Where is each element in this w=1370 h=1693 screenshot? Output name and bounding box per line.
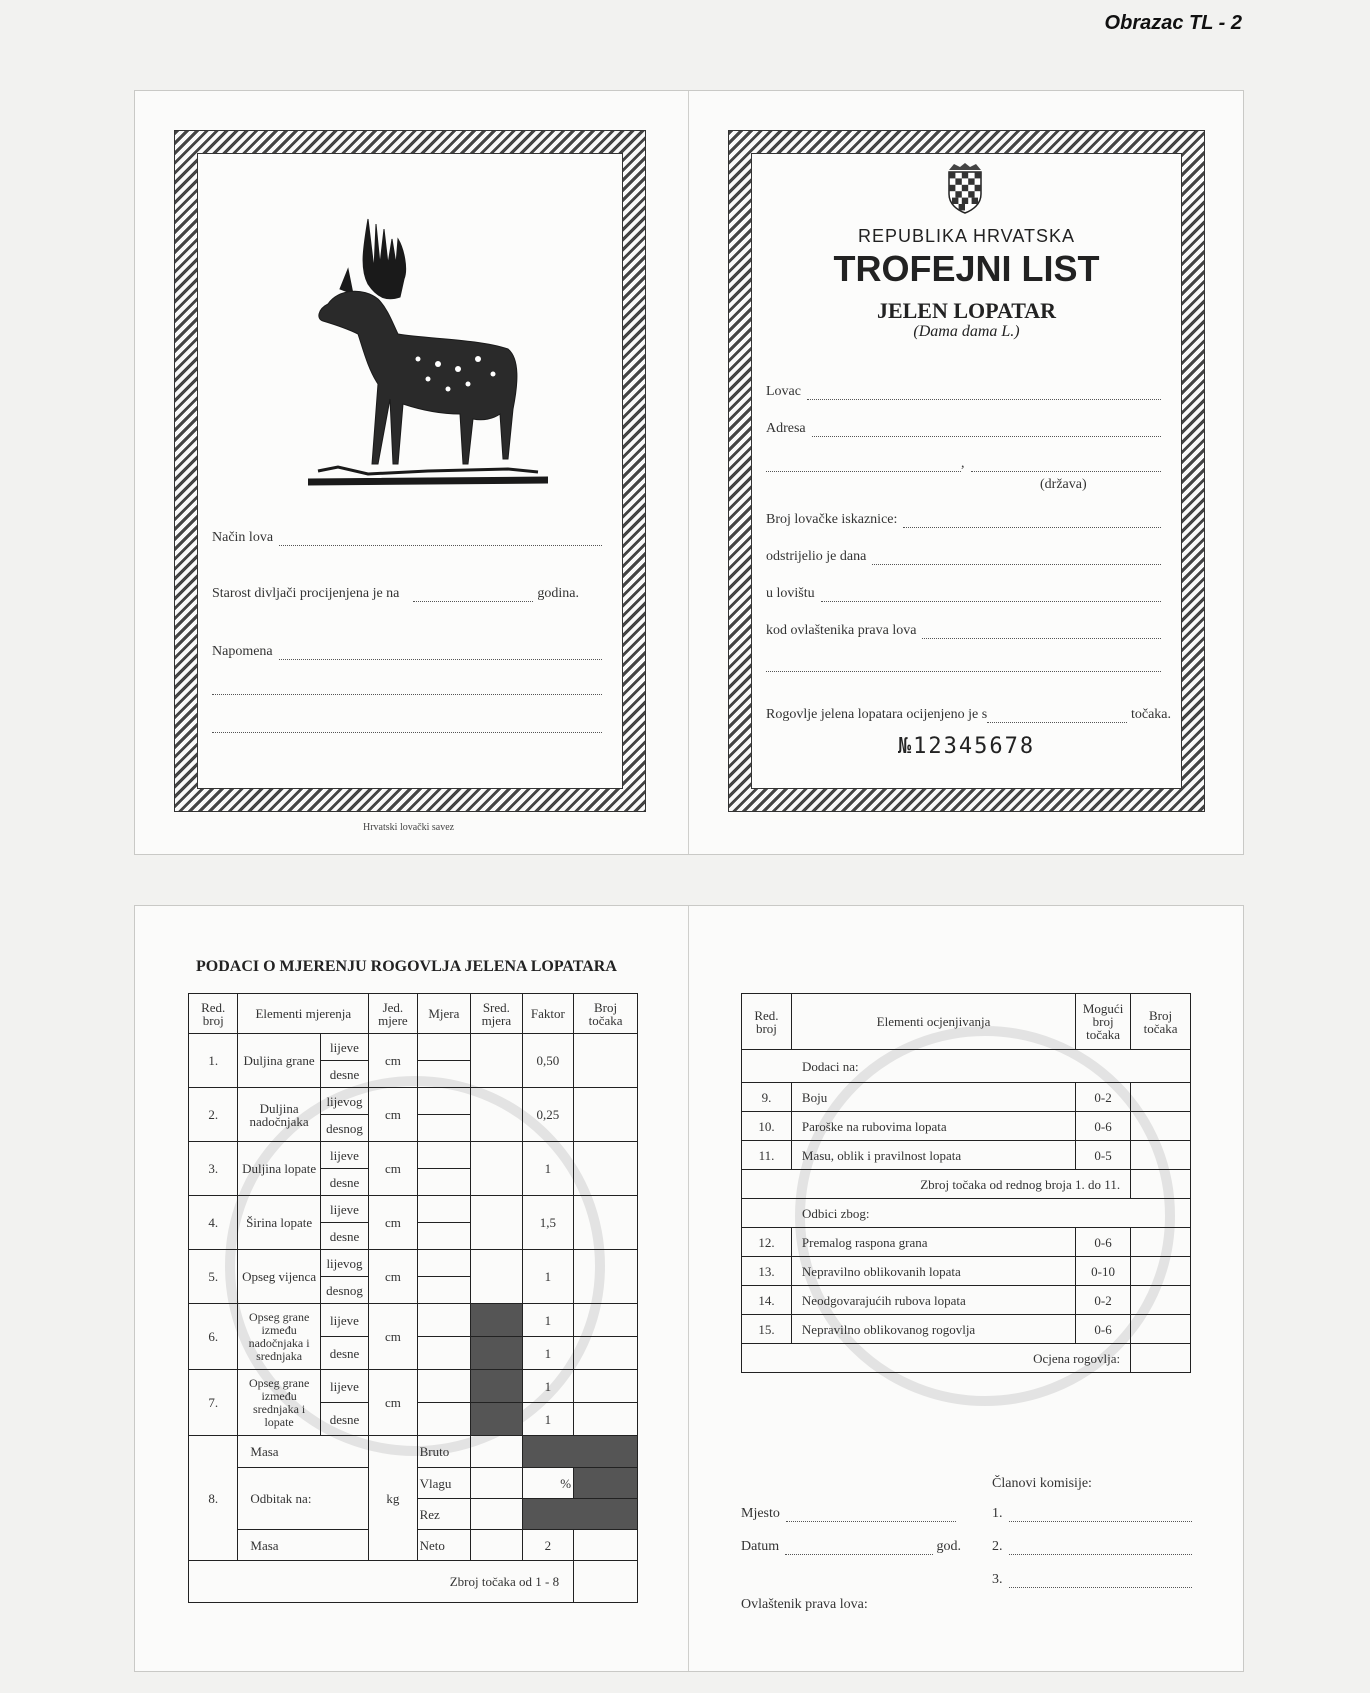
side-right: desne	[320, 1337, 368, 1370]
points-cell[interactable]	[574, 1337, 638, 1370]
percent-cell[interactable]: %	[522, 1468, 573, 1499]
subtotal-cell[interactable]	[1131, 1170, 1191, 1199]
points-cell[interactable]	[574, 1196, 638, 1250]
odstrijelio-label: odstrijelio je dana	[766, 549, 867, 564]
row-element: Duljina lopate	[238, 1142, 320, 1196]
member-3-label: 3.	[992, 1572, 1003, 1587]
fallow-deer-illustration	[308, 209, 548, 499]
side-right: desne	[320, 1061, 368, 1088]
document-title: TROFEJNI LIST	[833, 248, 1100, 289]
loviste-field[interactable]	[766, 586, 1161, 602]
member-1-field[interactable]	[992, 1506, 1192, 1522]
row-element: Duljina grane	[238, 1034, 320, 1088]
row-unit: cm	[369, 1250, 417, 1304]
eval-range: 0-10	[1076, 1257, 1131, 1286]
side-right: desnog	[320, 1115, 368, 1142]
row-no: 2.	[189, 1088, 238, 1142]
iskaznica-field[interactable]	[766, 512, 1161, 528]
eval-label: Neodgovarajućih rubova lopata	[791, 1286, 1075, 1315]
row-no: 4.	[189, 1196, 238, 1250]
ovlastenik-line-2[interactable]	[766, 659, 1161, 672]
header-red-broj: Red. broj	[189, 994, 238, 1034]
side-right: desne	[320, 1169, 368, 1196]
score-label: Ocjena rogovlja:	[742, 1344, 1131, 1373]
dodaci-label: Dodaci na:	[742, 1050, 1191, 1083]
rez-cell[interactable]	[471, 1499, 522, 1530]
publisher-caption: Hrvatski lovački savez	[363, 822, 455, 833]
mjera-cell[interactable]	[417, 1115, 471, 1142]
cover-frame	[174, 130, 646, 812]
bruto-label: Bruto	[417, 1436, 471, 1468]
header-sred-mjera: Sred. mjera	[471, 994, 522, 1034]
adresa-field[interactable]	[766, 421, 1161, 437]
side-left: lijeve	[320, 1370, 368, 1403]
eval-range: 0-6	[1076, 1315, 1131, 1344]
bruto-cell[interactable]	[471, 1436, 522, 1468]
total-1-8-label: Zbroj točaka od 1 - 8	[189, 1561, 574, 1603]
side-left: lijevog	[320, 1088, 368, 1115]
row-no: 6.	[189, 1304, 238, 1370]
eval-points-cell[interactable]	[1131, 1141, 1191, 1170]
eval-no: 15.	[742, 1315, 792, 1344]
rogovlje-label: Rogovlje jelena lopatara ocijenjeno je s	[766, 707, 988, 722]
side-left: lijevog	[320, 1250, 368, 1277]
side-left: lijeve	[320, 1034, 368, 1061]
fold-line-bottom	[688, 906, 689, 1671]
eval-range: 0-5	[1076, 1141, 1131, 1170]
shaded-cell	[471, 1304, 522, 1337]
row-unit: cm	[369, 1304, 417, 1370]
sred-cell[interactable]	[471, 1196, 522, 1250]
god-label: god.	[936, 1539, 961, 1554]
shaded-cell	[471, 1403, 522, 1436]
mjesto-field[interactable]	[741, 1506, 956, 1522]
starost-field[interactable]	[212, 586, 612, 602]
mjesto-label: Mjesto	[741, 1506, 780, 1521]
row-factor: 1	[522, 1142, 573, 1196]
eval-no: 10.	[742, 1112, 792, 1141]
points-cell[interactable]	[574, 1530, 638, 1561]
eval-points-cell[interactable]	[1131, 1286, 1191, 1315]
eval-points-cell[interactable]	[1131, 1257, 1191, 1286]
nacin-lova-label: Način lova	[212, 530, 274, 545]
mjera-cell[interactable]	[417, 1403, 471, 1436]
drzava-label: (država)	[1040, 477, 1087, 492]
species-title: JELEN LOPATAR	[876, 298, 1057, 323]
ovlastenik-field[interactable]	[766, 623, 1161, 639]
odbici-label: Odbici zbog:	[742, 1199, 1191, 1228]
row-factor: 1	[522, 1337, 573, 1370]
row-factor: 0,50	[522, 1034, 573, 1088]
godina-label: godina.	[537, 586, 579, 601]
row-element: Širina lopate	[238, 1196, 320, 1250]
napomena-label: Napomena	[212, 644, 273, 659]
row-unit: cm	[369, 1196, 417, 1250]
sred-cell[interactable]	[471, 1142, 522, 1196]
eval-label: Nepravilno oblikovanog rogovlja	[791, 1315, 1075, 1344]
eval-label: Boju	[791, 1083, 1075, 1112]
lovac-field[interactable]	[766, 384, 1161, 400]
mjera-cell[interactable]	[417, 1169, 471, 1196]
score-cell[interactable]	[1131, 1344, 1191, 1373]
eval-header-broj: Broj točaka	[1131, 994, 1191, 1050]
member-1-label: 1.	[992, 1506, 1003, 1521]
shaded-cell	[471, 1337, 522, 1370]
header-mjera: Mjera	[417, 994, 471, 1034]
row-factor: 1	[522, 1304, 573, 1337]
iskaznica-label: Broj lovačke iskaznice:	[766, 512, 898, 527]
eval-label: Nepravilno oblikovanih lopata	[791, 1257, 1075, 1286]
side-left: lijeve	[320, 1304, 368, 1337]
napomena-field[interactable]	[212, 644, 602, 660]
form-code: Obrazac TL - 2	[1104, 12, 1242, 34]
points-cell[interactable]	[574, 1034, 638, 1088]
eval-points-cell[interactable]	[1131, 1228, 1191, 1257]
row-element: Opseg grane između srednjaka i lopate	[238, 1370, 320, 1436]
evaluation-table	[741, 993, 1191, 1373]
eval-range: 0-6	[1076, 1112, 1131, 1141]
row-element: Duljina nadočnjaka	[238, 1088, 320, 1142]
shaded-cell	[522, 1499, 637, 1530]
starost-label: Starost divljači procijenjena je na	[212, 586, 400, 601]
side-left: lijeve	[320, 1142, 368, 1169]
eval-range: 0-2	[1076, 1286, 1131, 1315]
sred-cell[interactable]	[471, 1088, 522, 1142]
side-left: lijeve	[320, 1196, 368, 1223]
vlagu-cell[interactable]	[471, 1468, 522, 1499]
neto-cell[interactable]	[471, 1530, 522, 1561]
commission-label: Članovi komisije:	[992, 1476, 1092, 1491]
row-factor: 1,5	[522, 1196, 573, 1250]
mjera-cell[interactable]	[417, 1223, 471, 1250]
eval-label: Paroške na rubovima lopata	[791, 1112, 1075, 1141]
shaded-cell	[471, 1370, 522, 1403]
datum-field[interactable]	[741, 1539, 961, 1555]
neto-label: Neto	[417, 1530, 471, 1561]
adresa-label: Adresa	[766, 421, 806, 436]
row-no: 7.	[189, 1370, 238, 1436]
shaded-cell	[574, 1468, 638, 1499]
mjera-cell[interactable]	[417, 1196, 471, 1223]
row-unit: cm	[369, 1370, 417, 1436]
header-faktor: Faktor	[522, 994, 573, 1034]
measurement-table	[188, 993, 638, 1603]
points-cell[interactable]	[574, 1142, 638, 1196]
fold-line	[688, 91, 689, 854]
eval-header-no: Red. broj	[742, 994, 792, 1050]
side-right: desnog	[320, 1277, 368, 1304]
mjera-cell[interactable]	[417, 1142, 471, 1169]
latin-name: (Dama dama L.)	[913, 323, 1020, 340]
sred-cell[interactable]	[471, 1250, 522, 1304]
row-unit: cm	[369, 1088, 417, 1142]
total-1-8-cell[interactable]	[574, 1561, 638, 1603]
ovlastenik-label: kod ovlaštenika prava lova	[766, 623, 917, 638]
row-no: 1.	[189, 1034, 238, 1088]
mjera-cell[interactable]	[417, 1370, 471, 1403]
adresa-line-2[interactable]: ,	[766, 456, 1161, 472]
nacin-lova-field[interactable]	[212, 530, 602, 546]
mjera-cell[interactable]	[417, 1250, 471, 1277]
rogovlje-field[interactable]	[766, 707, 1171, 723]
mjera-cell[interactable]	[417, 1337, 471, 1370]
row-unit: kg	[369, 1436, 417, 1561]
eval-no: 9.	[742, 1083, 792, 1112]
ovlastenik-prava-lova-label: Ovlaštenik prava lova:	[741, 1597, 868, 1612]
eval-label: Premalog raspona grana	[791, 1228, 1075, 1257]
eval-range: 0-6	[1076, 1228, 1131, 1257]
eval-no: 12.	[742, 1228, 792, 1257]
subtotal-label: Zbroj točaka od rednog broja 1. do 11.	[742, 1170, 1131, 1199]
header-elementi: Elementi mjerenja	[238, 994, 369, 1034]
sred-cell[interactable]	[471, 1034, 522, 1088]
row-factor: 1	[522, 1370, 573, 1403]
odbitak-label: Odbitak na:	[238, 1468, 369, 1530]
odstrijelio-field[interactable]	[766, 549, 1161, 565]
row-no: 8.	[189, 1436, 238, 1561]
mjera-cell[interactable]	[417, 1061, 471, 1088]
mjera-cell[interactable]	[417, 1277, 471, 1304]
lovac-label: Lovac	[766, 384, 801, 399]
row-factor: 0,25	[522, 1088, 573, 1142]
tocaka-label: točaka.	[1130, 707, 1171, 722]
side-right: desne	[320, 1223, 368, 1250]
row-unit: cm	[369, 1034, 417, 1088]
eval-range: 0-2	[1076, 1083, 1131, 1112]
title-frame	[728, 130, 1205, 812]
row-factor: 1	[522, 1250, 573, 1304]
measure-heading: PODACI O MJERENJU ROGOVLJA JELENA LOPATARA	[196, 958, 617, 975]
mjera-cell[interactable]	[417, 1034, 471, 1061]
member-3-field[interactable]	[992, 1572, 1192, 1588]
serial-number: №12345678	[897, 734, 1036, 759]
points-cell[interactable]	[574, 1370, 638, 1403]
eval-points-cell[interactable]	[1131, 1315, 1191, 1344]
member-2-field[interactable]	[992, 1539, 1192, 1555]
member-2-label: 2.	[992, 1539, 1003, 1554]
mjera-cell[interactable]	[417, 1304, 471, 1337]
points-cell[interactable]	[574, 1304, 638, 1337]
vlagu-label: Vlagu	[417, 1468, 471, 1499]
row-factor: 1	[522, 1403, 573, 1436]
country-title: REPUBLIKA HRVATSKA	[857, 226, 1076, 246]
top-spread	[134, 90, 1244, 855]
points-cell[interactable]	[574, 1403, 638, 1436]
header-jed-mjere: Jed. mjere	[369, 994, 417, 1034]
row-no: 5.	[189, 1250, 238, 1304]
row-factor: 2	[522, 1530, 573, 1561]
eval-no: 13.	[742, 1257, 792, 1286]
row-no: 3.	[189, 1142, 238, 1196]
eval-points-cell[interactable]	[1131, 1083, 1191, 1112]
masa-label: Masa	[238, 1436, 369, 1468]
loviste-label: u lovištu	[766, 586, 815, 601]
shaded-cell	[522, 1436, 637, 1468]
masa-label-2: Masa	[238, 1530, 369, 1561]
mjera-cell[interactable]	[417, 1088, 471, 1115]
points-cell[interactable]	[574, 1250, 638, 1304]
row-element: Opseg vijenca	[238, 1250, 320, 1304]
napomena-line-2[interactable]	[212, 682, 602, 695]
side-right: desne	[320, 1403, 368, 1436]
eval-points-cell[interactable]	[1131, 1112, 1191, 1141]
napomena-line-3[interactable]	[212, 720, 602, 733]
eval-label: Masu, oblik i pravilnost lopata	[791, 1141, 1075, 1170]
row-element: Opseg grane između nadočnjaka i srednjaka	[238, 1304, 320, 1370]
bottom-spread	[134, 905, 1244, 1672]
croatian-coat-of-arms-icon	[946, 162, 984, 214]
eval-no: 11.	[742, 1141, 792, 1170]
eval-no: 14.	[742, 1286, 792, 1315]
eval-header-moguci: Mogući broj točaka	[1076, 994, 1131, 1050]
header-broj-tocaka: Broj točaka	[574, 994, 638, 1034]
eval-header-elementi: Elementi ocjenjivanja	[791, 994, 1075, 1050]
points-cell[interactable]	[574, 1088, 638, 1142]
datum-label: Datum	[741, 1539, 780, 1554]
rez-label: Rez	[417, 1499, 471, 1530]
row-unit: cm	[369, 1142, 417, 1196]
